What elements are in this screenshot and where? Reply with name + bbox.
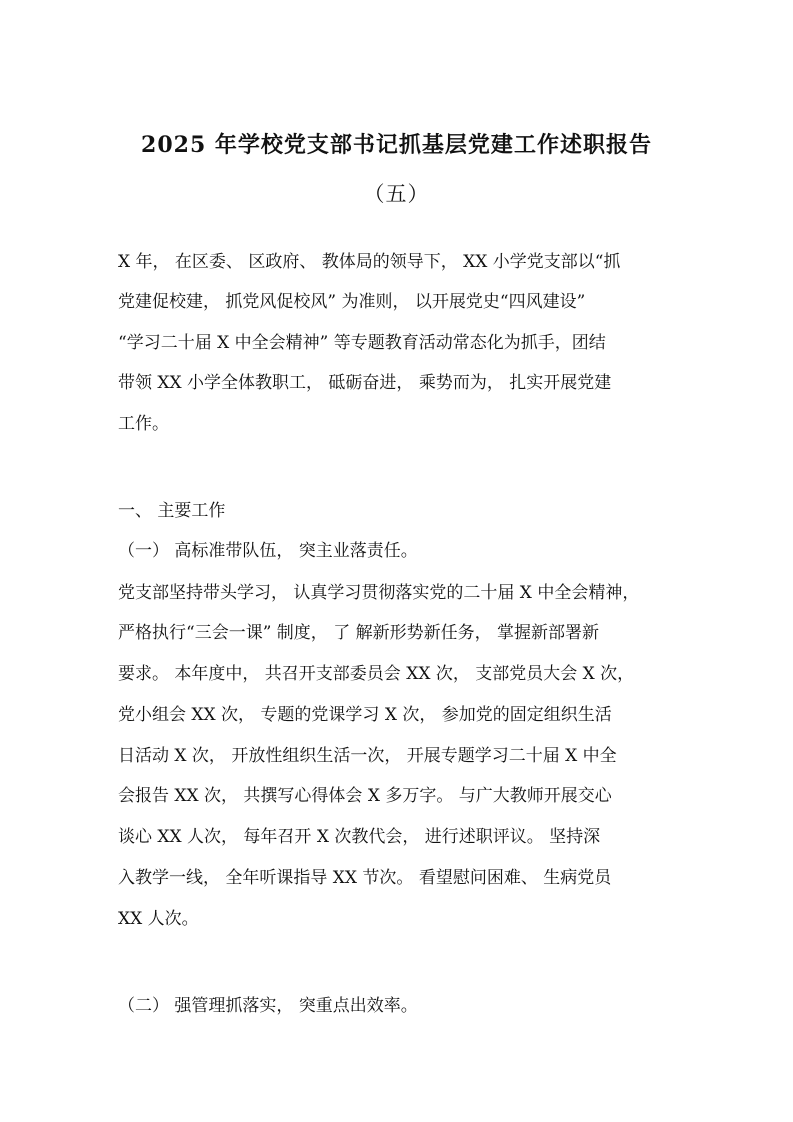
subsection-heading: （一） 高标准带队伍， 突主业落责任。 <box>118 541 418 561</box>
intro-line: 工作。 <box>118 414 169 434</box>
body-line: 会报告 XX 次， 共撰写心得体会 X 多万字。 与广大教师开展交心 <box>118 786 612 806</box>
section-heading: 一、 主要工作 <box>118 501 226 521</box>
intro-line: “学习二十届 X 中全会精神” 等专题教育活动常态化为抓手，团结 <box>118 333 606 353</box>
body-line: 入教学一线， 全年听课指导 XX 节次。 看望慰问困难、 生病党员 <box>118 868 612 888</box>
body-line: 党小组会 XX 次， 专题的党课学习 X 次， 参加党的固定组织生活 <box>118 705 612 725</box>
intro-line: X 年， 在区委、 区政府、 教体局的领导下， XX 小学党支部以“抓 <box>118 252 621 272</box>
intro-line: 带领 XX 小学全体教职工， 砥砺奋进， 乘势而为， 扎实开展党建 <box>118 373 612 393</box>
document-title: 2025 年学校党支部书记抓基层党建工作述职报告 <box>141 132 652 158</box>
body-line: 谈心 XX 人次， 每年召开 X 次教代会， 进行述职评议。 坚持深 <box>118 827 601 847</box>
body-line: 党支部坚持带头学习， 认真学习贯彻落实党的二十届 X 中全会精神， <box>118 583 640 603</box>
body-line: 日活动 X 次， 开放性组织生活一次， 开展专题学习二十届 X 中全 <box>118 746 617 766</box>
document-title-part-number: （五） <box>363 182 430 206</box>
intro-line: 党建促校建， 抓党风促校风” 为准则， 以开展党史“四风建设” <box>118 292 586 312</box>
body-line: XX 人次。 <box>118 909 199 929</box>
body-line: 要求。 本年度中， 共召开支部委员会 XX 次， 支部党员大会 X 次， <box>118 664 635 684</box>
subsection-heading: （二） 强管理抓落实， 突重点出效率。 <box>118 996 418 1016</box>
body-line: 严格执行“三会一课” 制度， 了 解新形势新任务， 掌握新部署新 <box>118 623 599 643</box>
